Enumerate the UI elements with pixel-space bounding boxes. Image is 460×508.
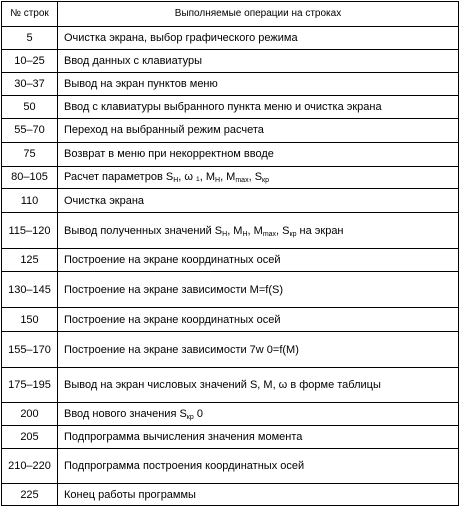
operation-text: Конец работы программы bbox=[64, 488, 196, 501]
line-number-cell: 10–25 bbox=[2, 49, 58, 72]
line-number-cell: 150 bbox=[2, 308, 58, 332]
table-row bbox=[2, 166, 459, 189]
operation-text: Расчет параметров S bbox=[64, 171, 174, 184]
operation-text: Очистка экрана bbox=[64, 194, 145, 207]
operation-text: Построение на экране координатных осей bbox=[64, 313, 281, 326]
table-header-row bbox=[2, 2, 459, 27]
subscript-text: max bbox=[235, 177, 249, 185]
operation-cell bbox=[58, 27, 459, 50]
table-row bbox=[2, 49, 459, 72]
operations-table bbox=[1, 1, 459, 506]
operation-text: Вывод на экран числовых значений S, M, ω в форме таблицы bbox=[64, 379, 381, 392]
operation-text: , S bbox=[276, 224, 290, 237]
table-row bbox=[2, 332, 459, 368]
header-line-numbers: № строк bbox=[2, 2, 58, 27]
line-number-cell: 225 bbox=[2, 484, 58, 506]
table-row bbox=[2, 27, 459, 50]
subscript-text: кр bbox=[262, 177, 269, 185]
operation-cell bbox=[58, 484, 459, 506]
operation-cell bbox=[58, 142, 459, 166]
line-number-cell: 75 bbox=[2, 142, 58, 166]
table-row bbox=[2, 96, 459, 119]
operation-cell bbox=[58, 49, 459, 72]
operation-cell bbox=[58, 213, 459, 249]
operation-text: Построение на экране зависимости M=f(S) bbox=[64, 283, 283, 296]
subscript-text: H bbox=[222, 230, 228, 238]
operation-cell bbox=[58, 72, 459, 96]
subscript-text: H bbox=[215, 177, 221, 185]
subscript-text: кр bbox=[289, 230, 297, 238]
table-body bbox=[2, 27, 459, 506]
table-row bbox=[2, 272, 459, 308]
table-row bbox=[2, 213, 459, 249]
header-operations: Выполняемые операции на строках bbox=[58, 2, 459, 27]
operation-text: , S bbox=[248, 171, 263, 184]
operation-cell bbox=[58, 448, 459, 483]
table-row bbox=[2, 142, 459, 166]
operation-text: 0 bbox=[193, 408, 203, 421]
operation-text: Ввод данных с клавиатуры bbox=[64, 54, 203, 67]
subscript-text: H bbox=[173, 177, 179, 185]
table-row bbox=[2, 189, 459, 213]
operation-text: Вывод на экран пунктов меню bbox=[64, 77, 218, 90]
operation-text: , M bbox=[220, 171, 236, 184]
operation-cell bbox=[58, 96, 459, 119]
table-row bbox=[2, 368, 459, 403]
line-number-cell: 210–220 bbox=[2, 448, 58, 483]
line-number-cell: 50 bbox=[2, 96, 58, 119]
operation-text: , ω ₁, M bbox=[178, 171, 215, 184]
table-row bbox=[2, 403, 459, 426]
operation-text: Ввод нового значения S bbox=[64, 408, 187, 421]
operation-cell bbox=[58, 249, 459, 272]
operation-text: Вывод полученных значений S bbox=[64, 224, 223, 237]
operation-cell bbox=[58, 368, 459, 403]
operation-cell bbox=[58, 119, 459, 143]
table-row bbox=[2, 72, 459, 96]
line-number-cell: 200 bbox=[2, 403, 58, 426]
operation-text: Очистка экрана, выбор графического режима bbox=[64, 31, 298, 44]
line-number-cell: 110 bbox=[2, 189, 58, 213]
line-number-cell: 155–170 bbox=[2, 332, 58, 368]
line-number-cell: 205 bbox=[2, 426, 58, 449]
operation-text: на экран bbox=[296, 224, 344, 237]
operation-text: Построение на экране зависимости 7w 0=f(M) bbox=[64, 343, 299, 356]
line-number-cell: 130–145 bbox=[2, 272, 58, 308]
line-number-cell: 80–105 bbox=[2, 166, 58, 189]
table-row bbox=[2, 119, 459, 143]
table-row bbox=[2, 249, 459, 272]
line-number-cell: 175–195 bbox=[2, 368, 58, 403]
operation-cell bbox=[58, 308, 459, 332]
subscript-text: max bbox=[262, 230, 277, 238]
operation-cell bbox=[58, 403, 459, 426]
table-row bbox=[2, 426, 459, 449]
line-number-cell: 55–70 bbox=[2, 119, 58, 143]
operation-cell bbox=[58, 332, 459, 368]
line-number-cell: 30–37 bbox=[2, 72, 58, 96]
operation-text: Подпрограмма построения координатных осей bbox=[64, 460, 305, 473]
operation-cell bbox=[58, 426, 459, 449]
table-row bbox=[2, 448, 459, 483]
table-row bbox=[2, 484, 459, 506]
line-number-cell: 5 bbox=[2, 27, 58, 50]
subscript-text: кр bbox=[186, 414, 194, 422]
operation-text: Ввод с клавиатуры выбранного пункта меню и очистка экрана bbox=[64, 101, 382, 114]
operation-text: Построение на экране координатных осей bbox=[64, 254, 281, 267]
line-number-cell: 115–120 bbox=[2, 213, 58, 249]
operation-text: Переход на выбранный режим расчета bbox=[64, 124, 264, 137]
table-row bbox=[2, 308, 459, 332]
subscript-text: H bbox=[242, 230, 248, 238]
line-number-cell: 125 bbox=[2, 249, 58, 272]
operation-text: Подпрограмма вычисления значения момента bbox=[64, 431, 303, 444]
operation-cell bbox=[58, 166, 459, 189]
operation-text: , M bbox=[247, 224, 263, 237]
operation-cell bbox=[58, 189, 459, 213]
operation-cell bbox=[58, 272, 459, 308]
operation-text: Возврат в меню при некорректном вводе bbox=[64, 148, 274, 161]
operation-text: , M bbox=[227, 224, 243, 237]
